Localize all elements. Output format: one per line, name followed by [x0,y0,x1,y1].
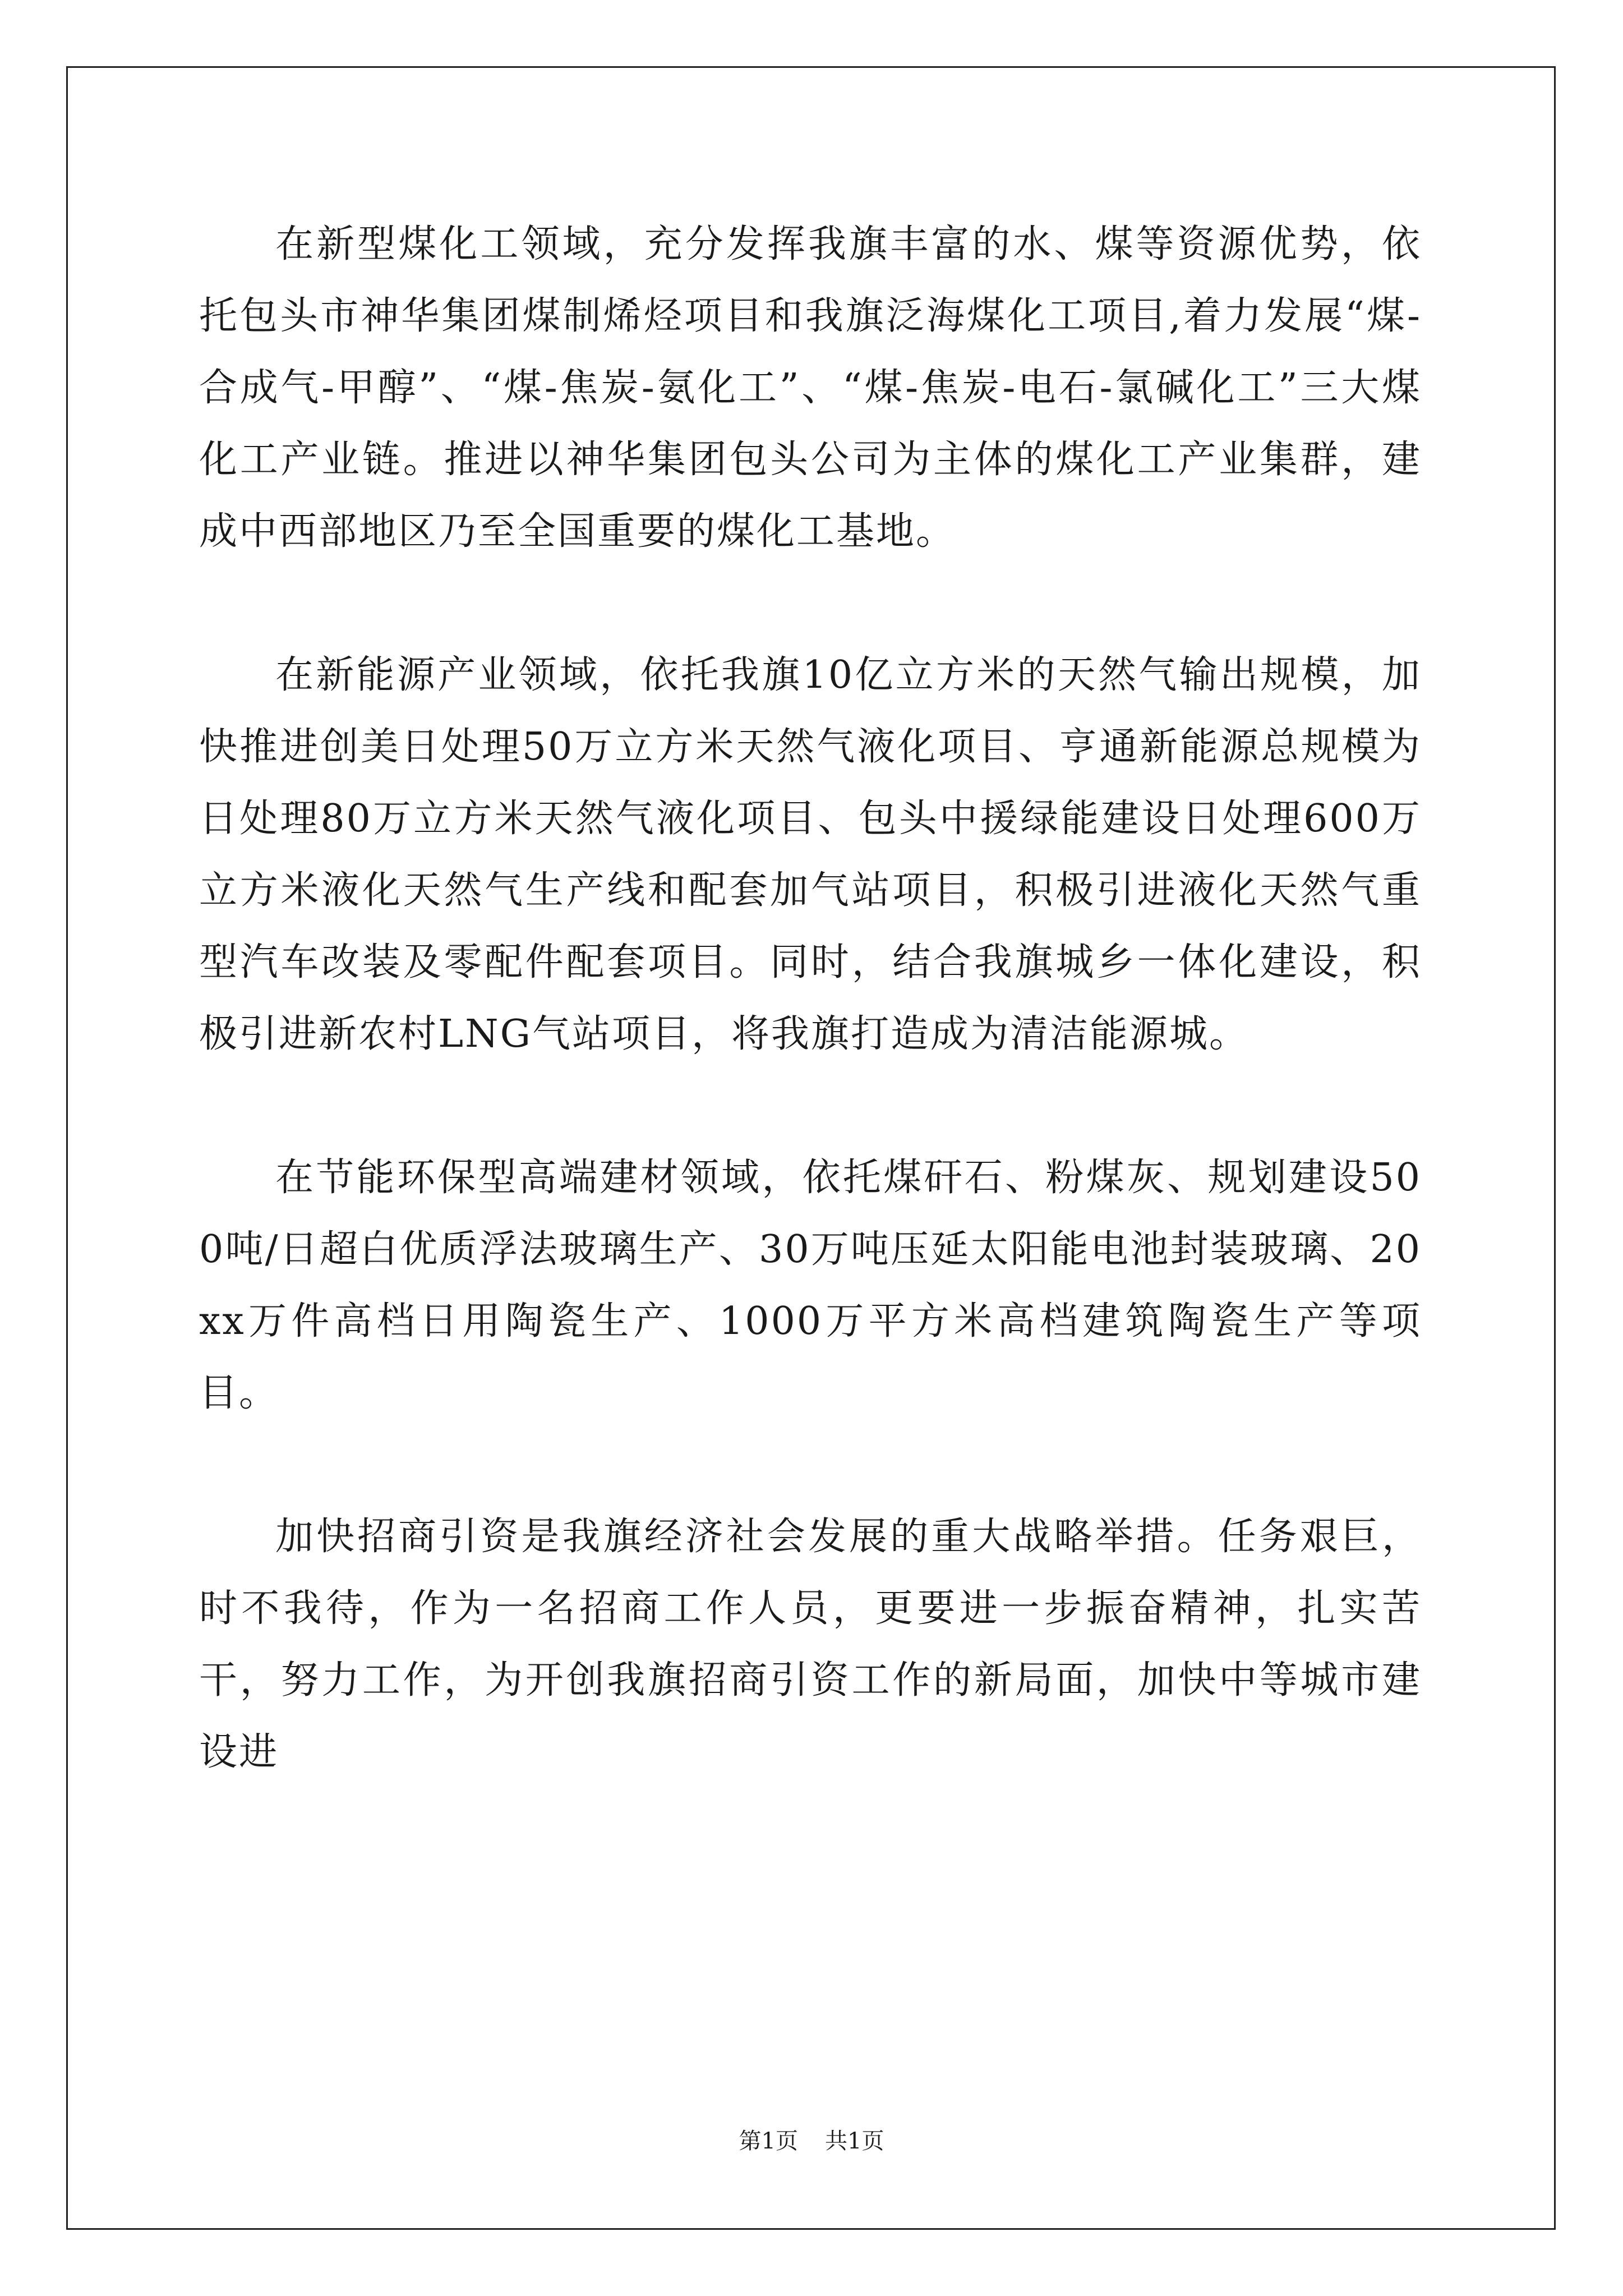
document-body [199,209,1422,1788]
paragraph-new-energy: 在新能源产业领域，依托我旗10亿立方米的天然气输出规模，加快推进创美日处理50万立方米天然气液化项目、亨通新能源总规模为日处理80万立方米天然气液化项目、包头中援绿能建设日处理600万立方米液化天然气生产线和配套加气站项目，积极引进液化天然气重型汽车改装及零配件配套项目。同时，结合我旗城乡一体化建设，积极引进新农村LNG气站项目，将我旗打造成为清洁能源城。 [199,653,1422,1056]
paragraph-building-materials: 在节能环保型高端建材领域，依托煤矸石、粉煤灰、规划建设500吨/日超白优质浮法玻璃生产、30万吨压延太阳能电池封装玻璃、20xx万件高档日用陶瓷生产、1000万平方米高档建筑陶瓷生产等项目。 [199,1156,1422,1415]
page-number: 第1页 [739,2128,798,2154]
paragraph-investment: 加快招商引资是我旗经济社会发展的重大战略举措。任务艰巨，时不我待，作为一名招商工作人员，更要进一步振奋精神，扎实苦干，努力工作，为开创我旗招商引资工作的新局面，加快中等城市建设进 [199,1515,1422,1774]
paragraph-coal-chemical: 在新型煤化工领域，充分发挥我旗丰富的水、煤等资源优势，依托包头市神华集团煤制烯烃项目和我旗泛海煤化工项目,着力发展“煤-合成气-甲醇”、“煤-焦炭-氨化工”、“煤-焦炭-电石-氯碱化工”三大煤化工产业链。推进以神华集团包头公司为主体的煤化工产业集群，建成中西部地区乃至全国重要的煤化工基地。 [199,222,1422,554]
page-total: 共1页 [825,2128,884,2154]
page-footer [0,2123,1623,2155]
